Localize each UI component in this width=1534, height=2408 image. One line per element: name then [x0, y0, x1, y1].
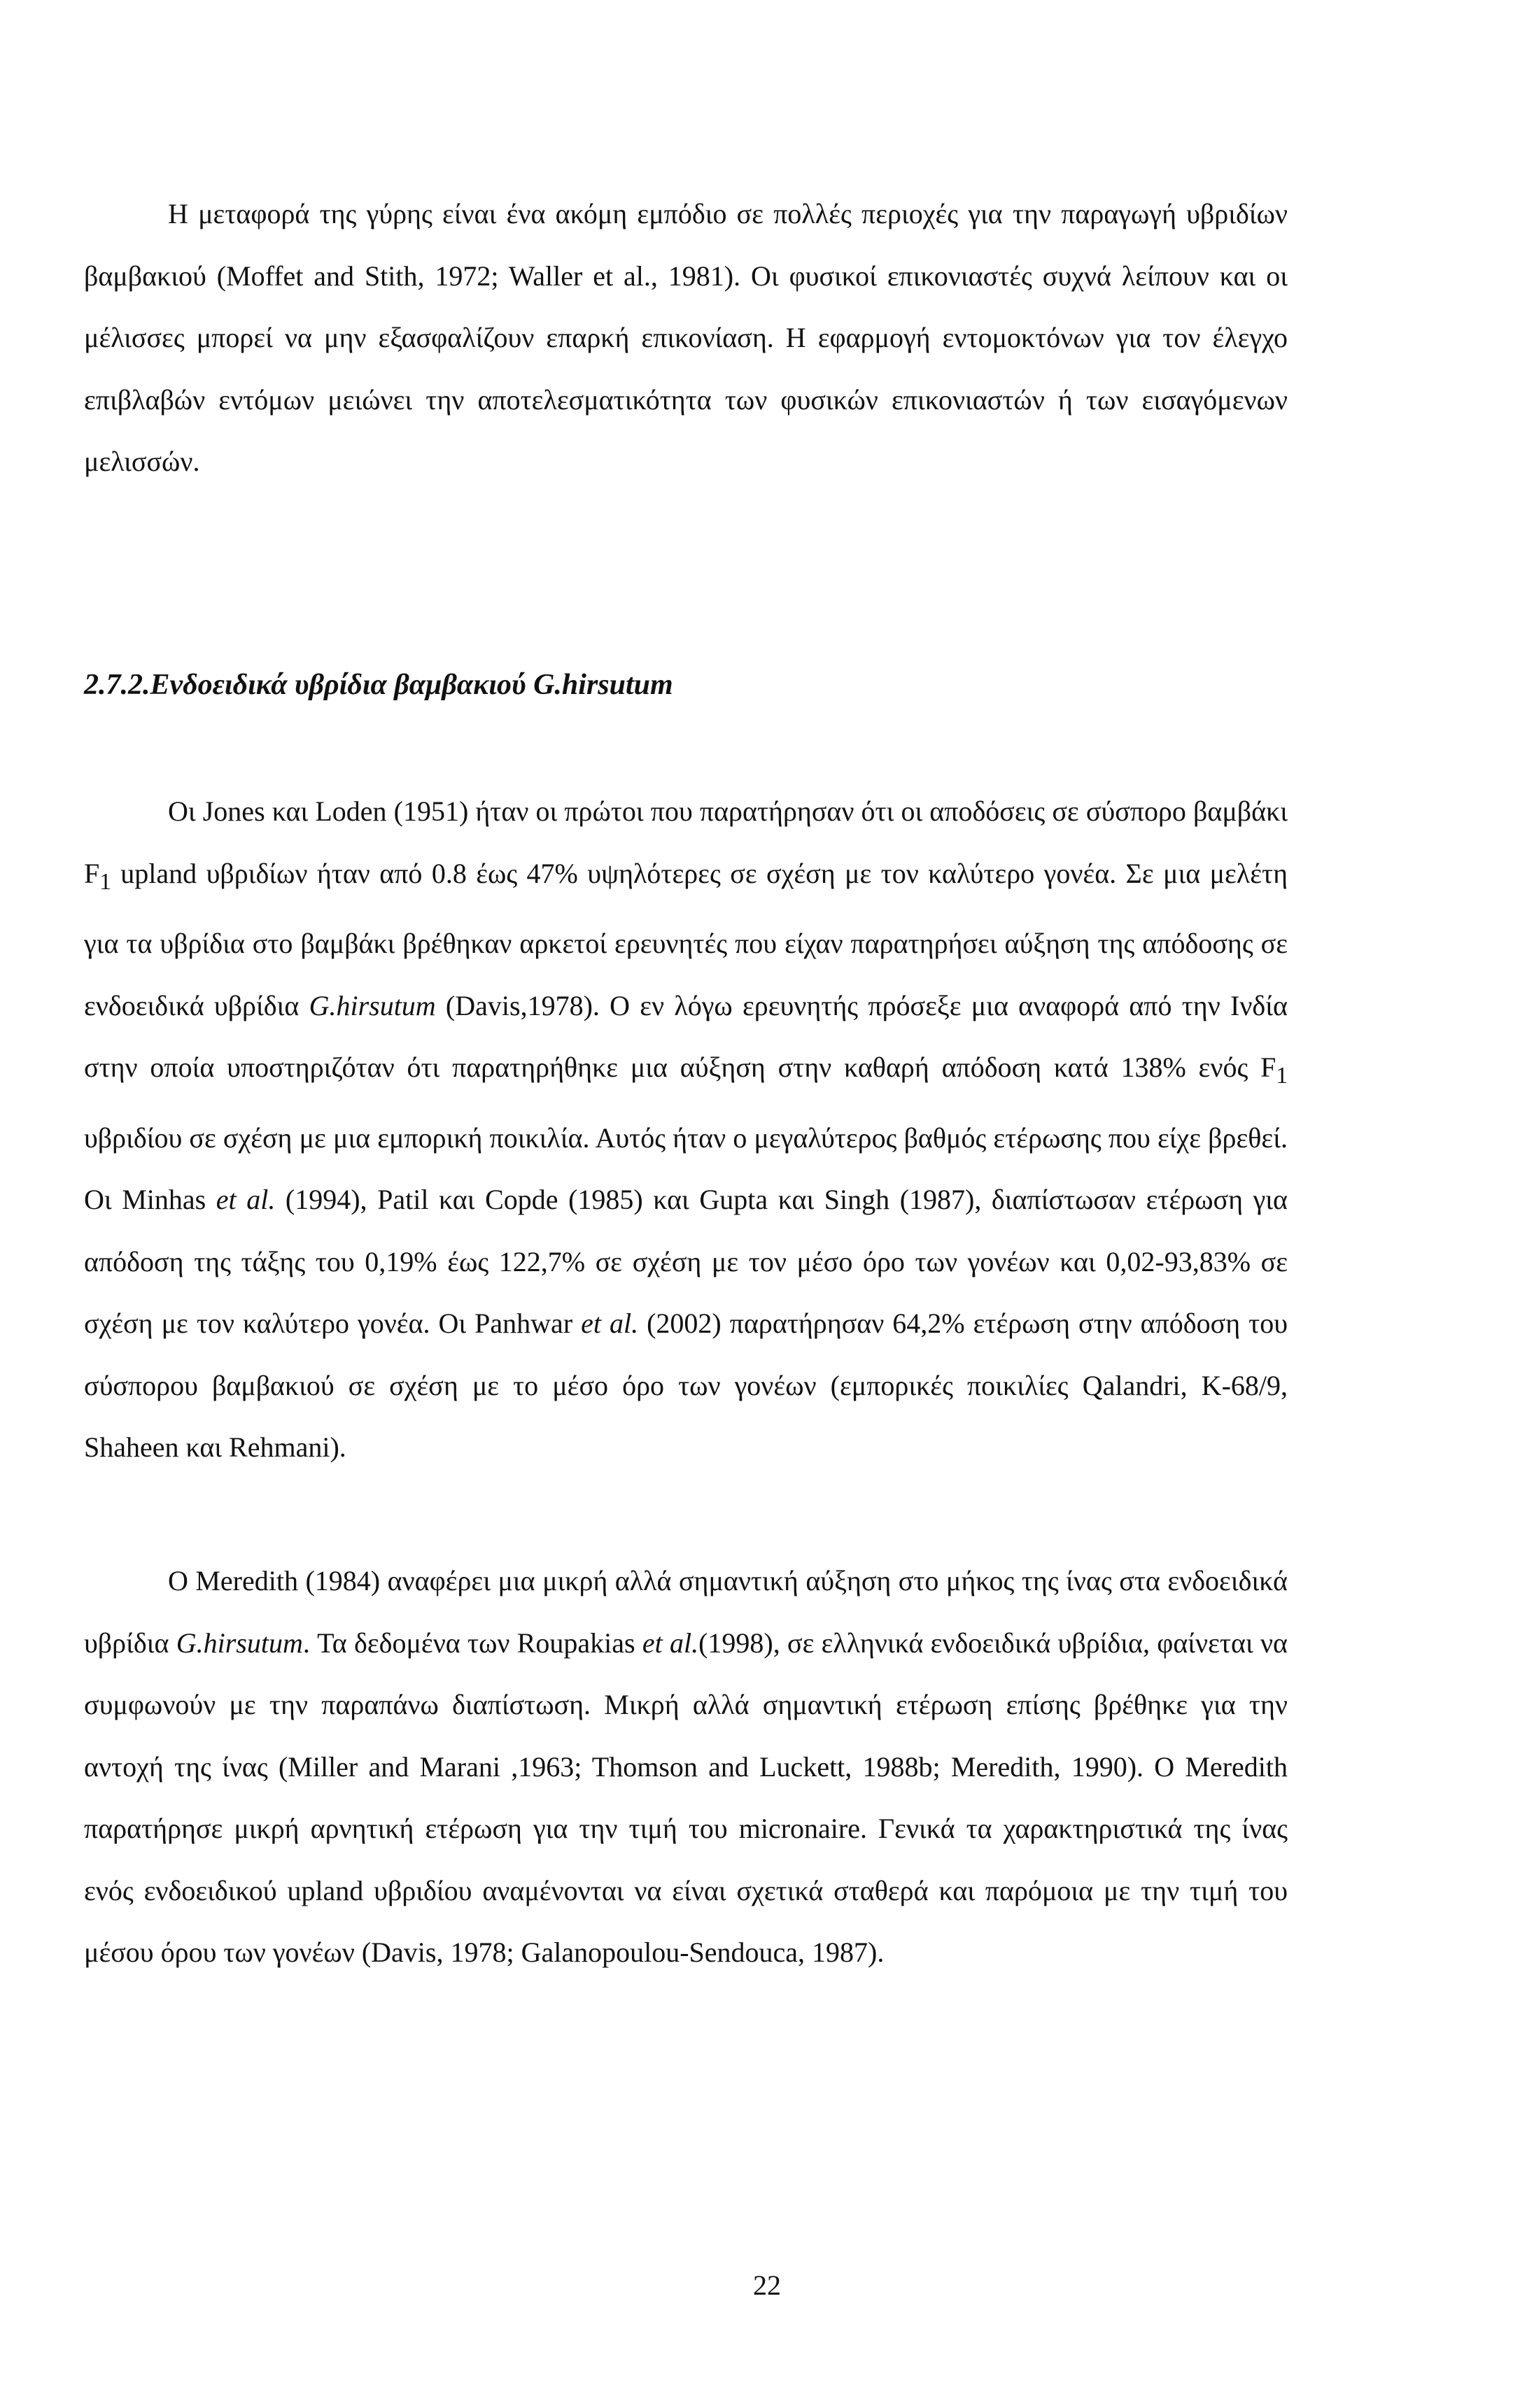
paragraph-3-segment: Ο Meredith (1984) αναφέρει μια μικρή αλλά σημαντική αύξηση στο μήκος της ίνας στα ενδοειδικά υβρίδια [84, 1565, 1288, 1659]
paragraph-pollen-transfer [84, 183, 1288, 493]
page-number: 22 [753, 2269, 781, 2301]
citation-et-al: et al. [216, 1184, 276, 1215]
citation-et-al: et al. [581, 1308, 639, 1339]
paragraph-fiber-traits [84, 1550, 1288, 1984]
section-heading: 2.7.2.Ενδοειδικά υβρίδια βαμβακιού G.hirsutum [84, 669, 673, 701]
paragraph-2-segment: (Davis,1978). Ο εν λόγω ερευνητής πρόσεξε μια αναφορά από την Ινδία στην οποία υποστηριζόταν ότι παρατηρήθηκε μια αύξηση στην καθαρή απόδοση κατά 138% ενός F [84, 989, 1288, 1083]
paragraph-2-segment: (2002) παρατήρησαν 64,2% ετέρωση στην απόδοση του σύσπορου βαμβακιού σε σχέση με το μέσο όρο των γονέων (εμπορικές ποικιλίες Qalandri, K-68/9, Shaheen και Rehmani). [84, 1308, 1288, 1463]
paragraph-3-segment: (1998), σε ελληνικά ενδοειδικά υβρίδια, φαίνεται να συμφωνούν με την παραπάνω διαπίστωση. Μικρή αλλά σημαντική ετέρωση επίσης βρέθηκε για την αντοχή της ίνας (Miller and Marani ,1963; Thomson and Luckett, 1988b; Meredith, 1990). Ο Meredith παρατήρησε μικρή αρνητική ετέρωση για την τιμή του micronaire. Γενικά τα χαρακτηριστικά της ίνας ενός ενδοειδικού upland υβριδίου αναμένονται να είναι σχετικά σταθερά και παρόμοια με την τιμή του μέσου όρου των γονέων (Davis, 1978; Galanopoulou-Sendouca, 1987). [84, 1627, 1288, 1968]
paragraph-2-segment: (1994), Patil και Copde (1985) και Gupta και Singh (1987), διαπίστωσαν ετέρωση για απόδοση της τάξης του 0,19% έως 122,7% σε σχέση με τον μέσο όρο των γονέων και 0,02-93,83% σε σχέση με τον καλύτερο γονέα. Οι Panhwar [84, 1184, 1288, 1339]
paragraph-3-segment: . Τα δεδομένα των Roupakias [302, 1627, 642, 1659]
paragraph-2-segment: upland υβριδίων ήταν από 0.8 έως 47% υψηλότερες σε σχέση με τον καλύτερο γονέα. Σε μια μελέτη για τα υβρίδια στο βαμβάκι βρέθηκαν αρκετοί ερευνητές που είχαν παρατηρήσει αύξηση της απόδοσης σε ενδοειδικά υβρίδια [84, 857, 1288, 1021]
species-name: G.hirsutum [309, 989, 436, 1021]
citation-et-al: et al. [642, 1627, 699, 1659]
paragraph-2-segment: Οι Jones και Loden (1951) ήταν οι πρώτοι που παρατήρησαν ότι οι αποδόσεις σε σύσπορο βαμβάκι F [84, 795, 1288, 889]
species-name: G.hirsutum [176, 1627, 303, 1659]
paragraph-2-segment: υβριδίου σε σχέση με μια εμπορική ποικιλία. Αυτός ήταν ο μεγαλύτερος βαθμός ετέρωσης που είχε βρεθεί. Οι Minhas [84, 1121, 1288, 1215]
subscript: 1 [1276, 1063, 1288, 1089]
paragraph-intraspecific-hybrids [84, 781, 1288, 1479]
subscript: 1 [99, 868, 111, 895]
paragraph-1-text: Η μεταφορά της γύρης είναι ένα ακόμη εμπόδιο σε πολλές περιοχές για την παραγωγή υβριδίων βαμβακιού (Moffet and Stith, 1972; Waller et al., 1981). Οι φυσικοί επικονιαστές συχνά λείπουν και οι μέλισσες μπορεί να μην εξασφαλίζουν επαρκή επικονίαση. Η εφαρμογή εντομοκτόνων για τον έλεγχο επιβλαβών εντόμων μειώνει την αποτελεσματικότητα των φυσικών επικονιαστών ή των εισαγόμενων μελισσών. [84, 198, 1288, 477]
